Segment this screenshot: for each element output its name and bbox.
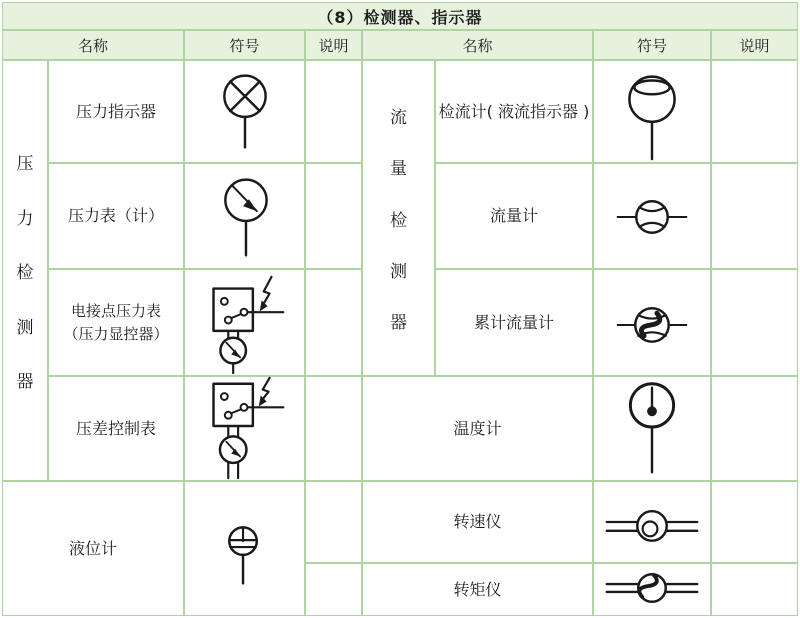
symbol-cell [593, 481, 711, 563]
description-cell [305, 563, 362, 616]
pressure-gauge-symbol [185, 163, 304, 269]
row-name-pressure-gauge: 压力表（计） [48, 163, 184, 269]
group-char: 器 [390, 313, 407, 333]
description-cell [305, 481, 362, 563]
electric-contact-pressure-gauge-symbol [185, 269, 304, 376]
thermometer-symbol [594, 376, 710, 481]
liquid-level-gauge-symbol [185, 481, 304, 616]
group-char: 检 [390, 210, 407, 231]
description-cell [711, 60, 798, 163]
description-cell [305, 163, 362, 269]
table-title: （8）检测器、指示器 [2, 2, 798, 30]
group-label-flow-detectors [362, 60, 435, 376]
row-name-thermometer: 温度计 [362, 376, 593, 481]
description-cell [711, 269, 798, 376]
symbol-cell [184, 481, 305, 616]
symbol-cell [593, 163, 711, 269]
header-symbol-right: 符号 [593, 30, 711, 60]
pressure-indicator-symbol [185, 60, 304, 163]
header-name-right: 名称 [362, 30, 593, 60]
row-name-torque-meter: 转矩仪 [362, 563, 593, 616]
flow-indicator-symbol [594, 60, 710, 163]
row-name-liquid-level-gauge: 液位计 [2, 481, 184, 616]
totalizing-flow-meter-symbol [594, 269, 710, 376]
header-name-left: 名称 [2, 30, 184, 60]
group-char: 压 [16, 154, 34, 174]
group-char: 量 [390, 159, 407, 180]
symbol-cell [593, 269, 711, 376]
symbol-cell [593, 563, 711, 616]
symbol-cell [593, 60, 711, 163]
differential-pressure-control-gauge-symbol [185, 376, 304, 481]
symbol-cell [184, 269, 305, 376]
group-char: 测 [16, 317, 34, 338]
description-cell [305, 376, 362, 481]
group-label-pressure-detectors [2, 60, 48, 481]
description-cell [711, 563, 798, 616]
row-name-electric-contact-pressure-gauge [48, 269, 184, 376]
group-char: 器 [16, 372, 34, 392]
row-name-flow-meter: 流量计 [435, 163, 593, 269]
row-name-line2: （压力显控器） [63, 324, 169, 343]
description-cell [305, 60, 362, 163]
torque-meter-symbol [594, 563, 710, 616]
group-char: 流 [390, 108, 407, 128]
symbol-cell [184, 60, 305, 163]
description-cell [711, 163, 798, 269]
flow-meter-symbol [594, 163, 710, 269]
group-char: 检 [16, 263, 34, 283]
row-name-differential-pressure-control-gauge: 压差控制表 [48, 376, 184, 481]
row-name-flow-indicator: 检流计( 液流指示器 ) [435, 60, 593, 163]
row-name-totalizing-flow-meter: 累计流量计 [435, 269, 593, 376]
header-description-right: 说明 [711, 30, 798, 60]
row-name-pressure-indicator: 压力指示器 [48, 60, 184, 163]
description-cell [711, 481, 798, 563]
symbol-cell [184, 163, 305, 269]
symbol-cell [184, 376, 305, 481]
header-description-left: 说明 [305, 30, 362, 60]
description-cell [305, 269, 362, 376]
description-cell [711, 376, 798, 481]
header-symbol-left: 符号 [184, 30, 305, 60]
tachometer-symbol [594, 481, 710, 563]
row-name-line1: 电接点压力表 [70, 302, 161, 320]
group-char: 力 [16, 208, 34, 229]
symbol-cell [593, 376, 711, 481]
group-char: 测 [390, 261, 407, 282]
row-name-tachometer: 转速仪 [362, 481, 593, 563]
